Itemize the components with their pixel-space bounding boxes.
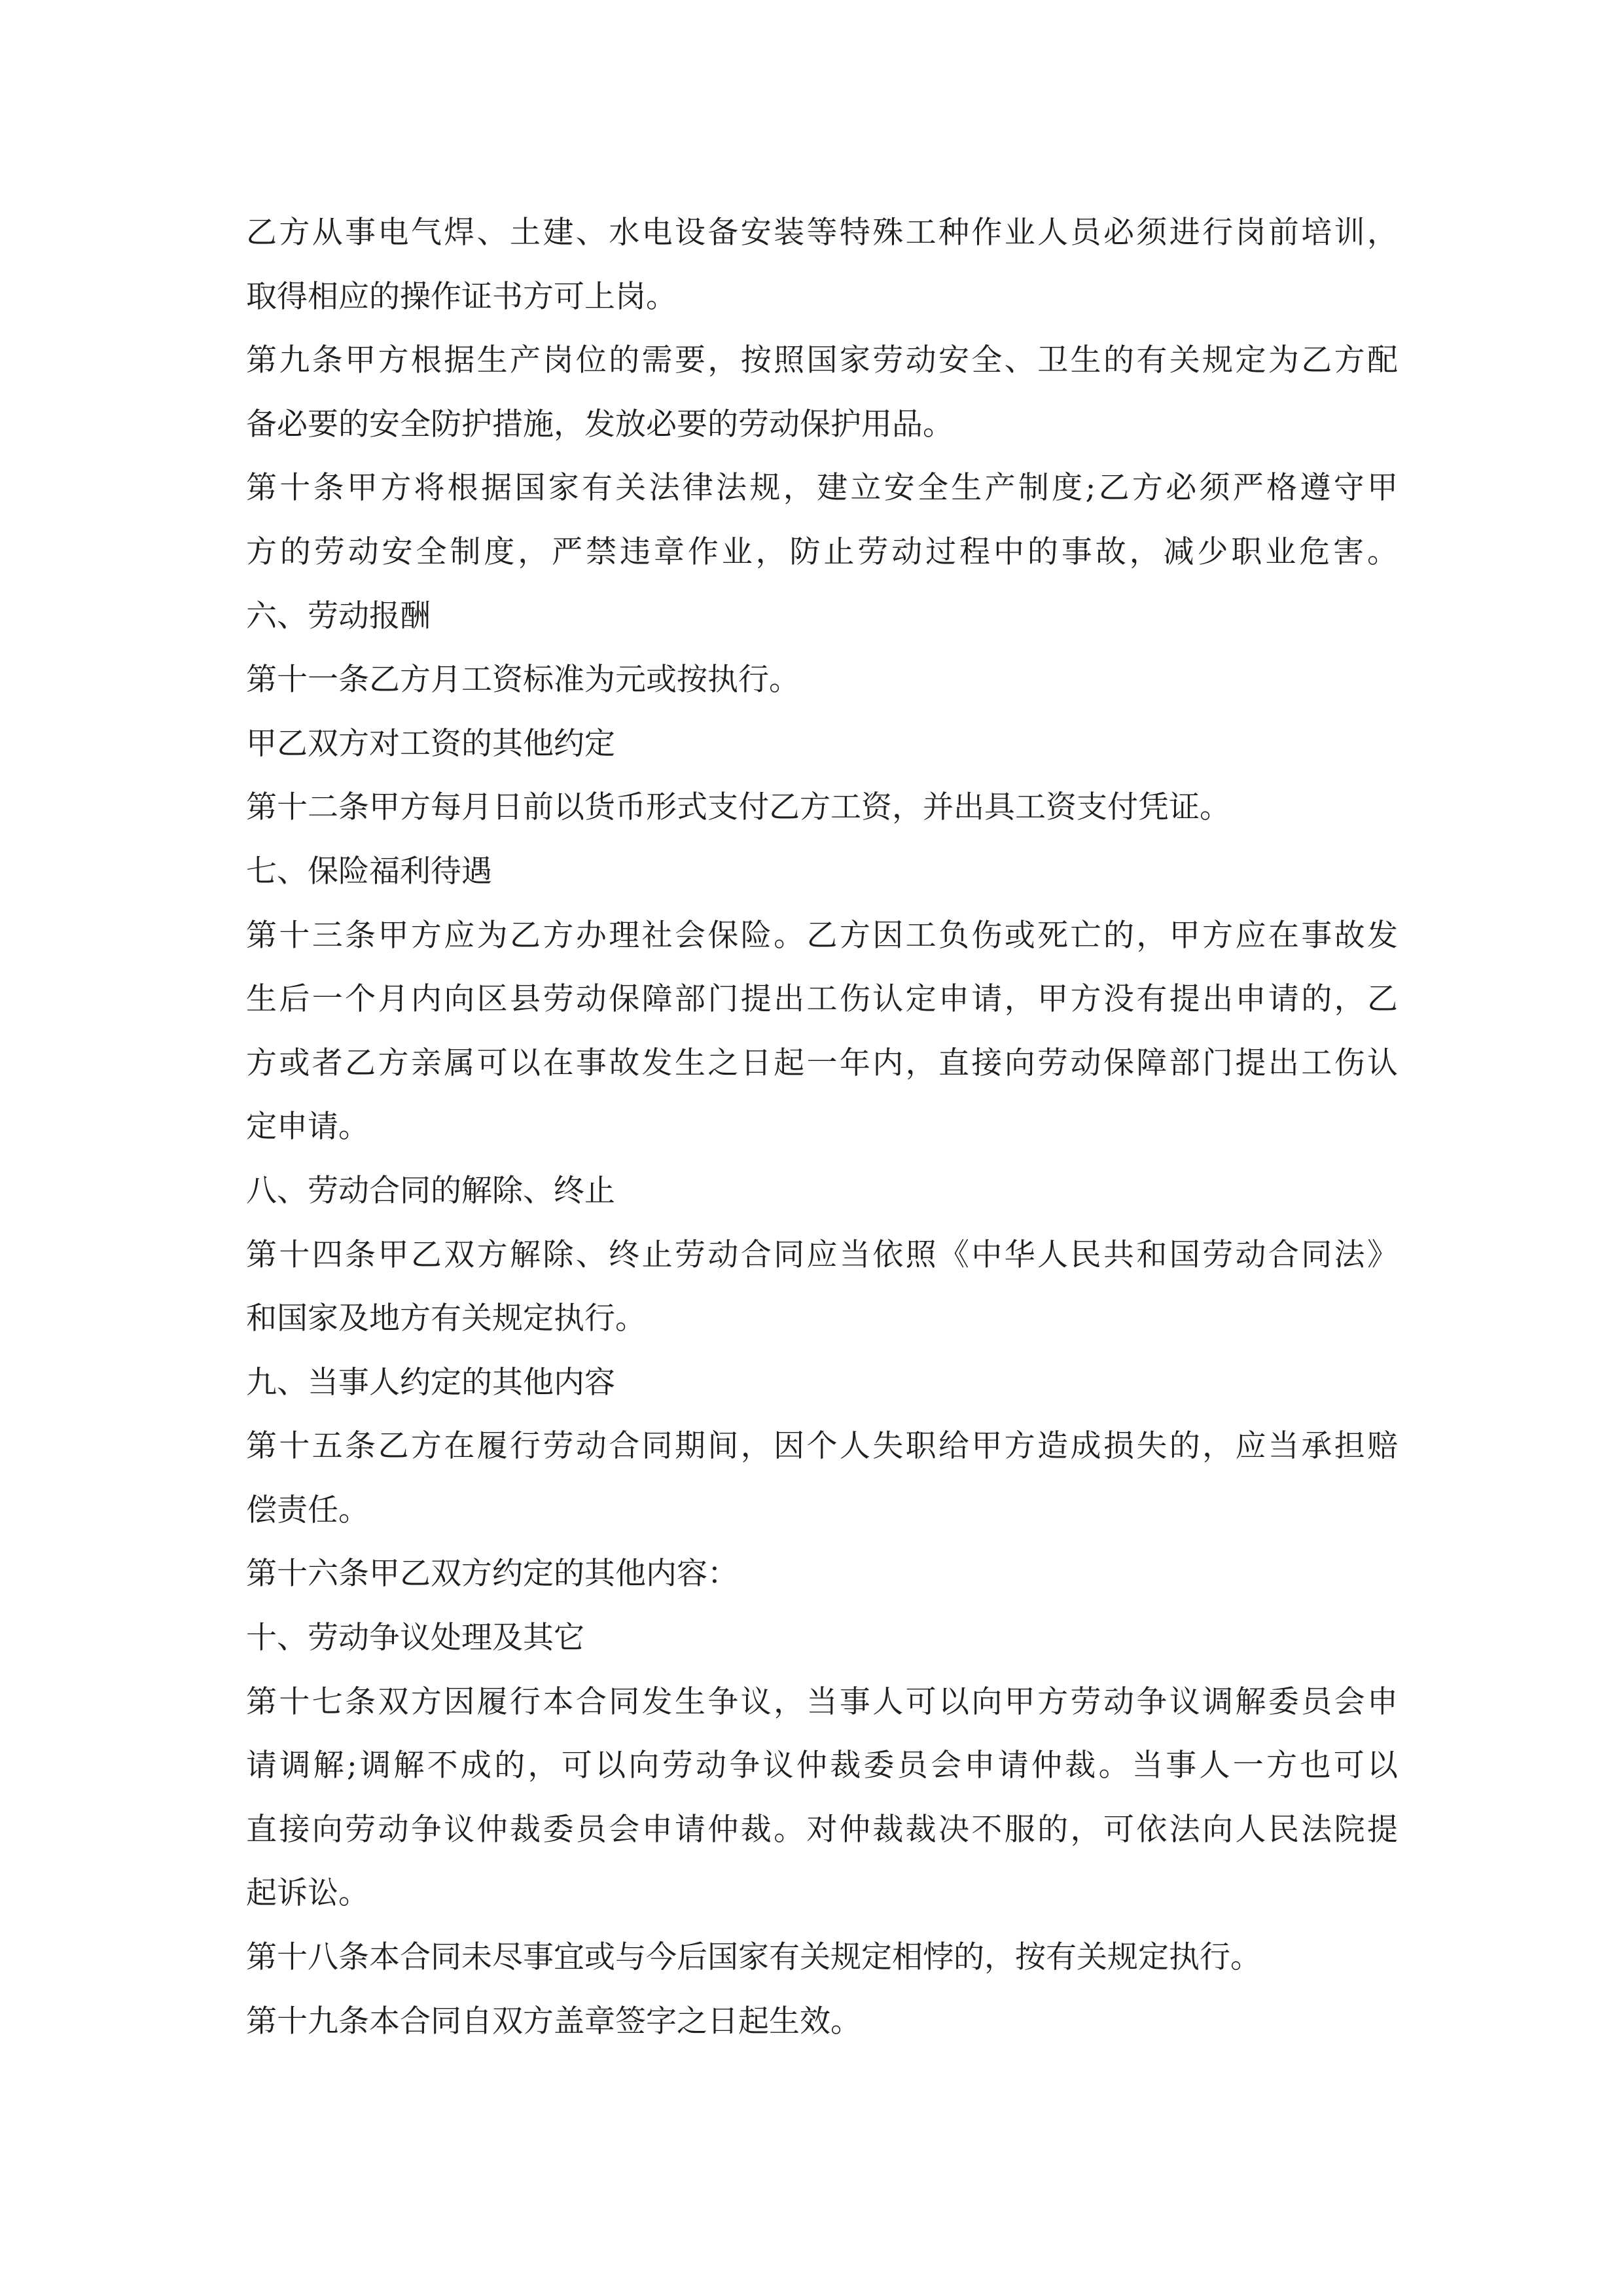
section-heading: 七、保险福利待遇 [246, 853, 492, 889]
text-line: 乙方从事电气焊、土建、水电设备安装等特殊工种作业人员必须进行岗前培训， [246, 215, 1398, 251]
text-line: 第九条甲方根据生产岗位的需要，按照国家劳动安全、卫生的有关规定为乙方配 [246, 342, 1398, 379]
text-line: 第十六条甲乙双方约定的其他内容： [246, 1556, 738, 1592]
text-line: 第十九条本合同自双方盖章签字之日起生效。 [246, 2003, 861, 2039]
text-line: 第十四条甲乙双方解除、终止劳动合同应当依照《中华人民共和国劳动合同法》 [246, 1236, 1398, 1273]
text-line: 甲乙双方对工资的其他约定 [246, 725, 615, 762]
text-line: 第十五条乙方在履行劳动合同期间，因个人失职给甲方造成损失的，应当承担赔 [246, 1428, 1398, 1465]
section-heading: 十、劳动争议处理及其它 [246, 1620, 584, 1657]
text-line: 直接向劳动争议仲裁委员会申请仲裁。对仲裁裁决不服的，可依法向人民法院提 [246, 1811, 1398, 1848]
text-line: 第十七条双方因履行本合同发生争议，当事人可以向甲方劳动争议调解委员会申 [246, 1683, 1398, 1720]
text-line: 起诉讼。 [246, 1875, 369, 1912]
text-line: 偿责任。 [246, 1492, 369, 1528]
section-heading: 八、劳动合同的解除、终止 [246, 1172, 615, 1209]
text-line: 定申请。 [246, 1109, 369, 1145]
section-heading: 九、当事人约定的其他内容 [246, 1364, 615, 1401]
text-line: 请调解;调解不成的，可以向劳动争议仲裁委员会申请仲裁。当事人一方也可以 [246, 1748, 1398, 1784]
text-line: 生后一个月内向区县劳动保障部门提出工伤认定申请，甲方没有提出申请的，乙 [246, 981, 1398, 1018]
text-line: 第十二条甲方每月日前以货币形式支付乙方工资，并出具工资支付凭证。 [246, 789, 1230, 826]
text-line: 备必要的安全防护措施，发放必要的劳动保护用品。 [246, 406, 954, 442]
text-line: 取得相应的操作证书方可上岗。 [246, 278, 677, 315]
text-line: 第十三条甲方应为乙方办理社会保险。乙方因工负伤或死亡的，甲方应在事故发 [246, 917, 1398, 954]
text-line: 方的劳动安全制度，严禁违章作业，防止劳动过程中的事故，减少职业危害。 [246, 533, 1398, 570]
text-line: 和国家及地方有关规定执行。 [246, 1300, 646, 1337]
text-line: 第十八条本合同未尽事宜或与今后国家有关规定相悖的，按有关规定执行。 [246, 1939, 1261, 1976]
document-body [246, 201, 1398, 2053]
text-line: 方或者乙方亲属可以在事故发生之日起一年内，直接向劳动保障部门提出工伤认 [246, 1045, 1398, 1081]
section-heading: 六、劳动报酬 [246, 598, 431, 634]
text-line: 第十一条乙方月工资标准为元或按执行。 [246, 662, 800, 698]
text-line: 第十条甲方将根据国家有关法律法规，建立安全生产制度;乙方必须严格遵守甲 [246, 470, 1398, 507]
